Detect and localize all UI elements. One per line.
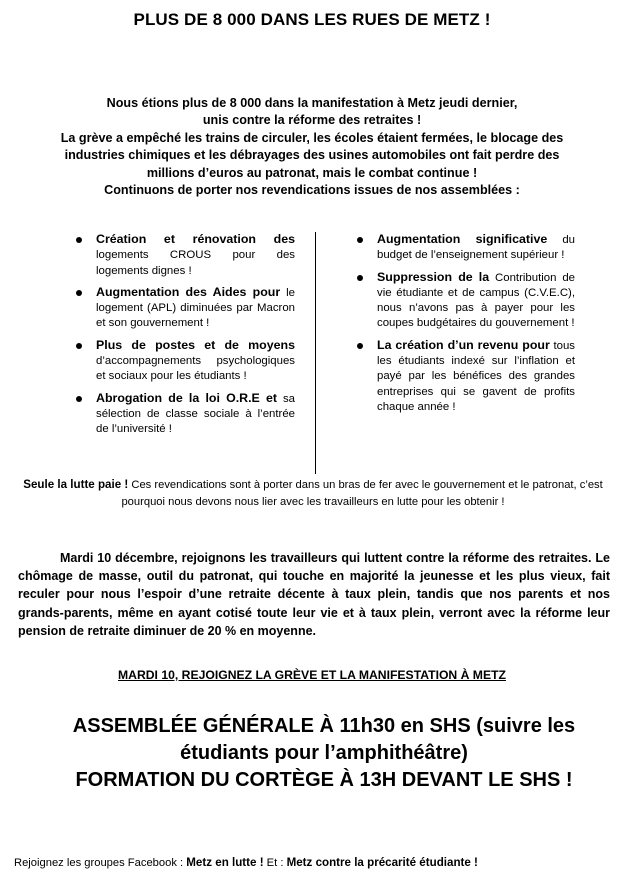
assembly-line-1: ASSEMBLÉE GÉNÉRALE À 11h30 en SHS (suivre les [72, 715, 576, 737]
assembly-line-2: étudiants pour l’amphithéâtre) [180, 742, 468, 764]
demand-text: logements CROUS pour des logements dignes ! [96, 249, 295, 277]
struggle-heading: Seule la lutte paie ! [23, 478, 129, 491]
demand-heading: Plus de postes et de moyens [96, 337, 295, 352]
intro-line-3: Continuons de porter nos revendications issues de nos assemblées : [104, 183, 520, 198]
bullet-icon [76, 237, 82, 243]
list-item [76, 285, 295, 332]
mardi-paragraph: Mardi 10 décembre, rejoignons les travailleurs qui luttent contre la réforme des retraites. Le chômage de masse, outil du patronat, qui touche en majorité la jeunesse et les plus vieux, fait reculer pour nous l’espoir d’une retraite décente à taux plein, tandis que nos parents et nos grands-parents, même en ayant cotisé toute leur vie et à taux plein, verront avec la réforme leur pension de retraite diminuer de 20 % en moyenne. [18, 551, 610, 638]
demand-text: du budget de l’enseignement supérieur ! [377, 234, 575, 262]
page-title: PLUS DE 8 000 DANS LES RUES DE METZ ! [133, 10, 491, 29]
bullet-icon [357, 275, 363, 281]
list-item [76, 391, 295, 438]
list-item [357, 338, 575, 415]
bullet-icon [357, 237, 363, 243]
demands-columns [76, 232, 586, 467]
intro-line-1: Nous étions plus de 8 000 dans la manifestation à Metz jeudi dernier, unis contre la réforme des retraites ! [106, 96, 518, 128]
demand-heading: La création d’un revenu pour [377, 337, 550, 352]
demands-right-list [357, 232, 575, 421]
facebook-group-1: Metz en lutte ! [186, 856, 264, 869]
bullet-icon [76, 290, 82, 296]
assembly-line-3: FORMATION DU CORTÈGE À 13H DEVANT LE SHS ! [75, 769, 573, 791]
mardi-block [18, 549, 610, 640]
demand-heading: Suppression de la [377, 269, 490, 284]
demand-text: Contribution de vie étudiante et de campus (C.V.E.C), nous n’avons pas à payer pour les coupes budgétaires du gouvernement ! [377, 271, 575, 330]
intro-line-2: La grève a empêché les trains de circuler, les écoles étaient fermées, le blocage des industries chimiques et les débrayages des usines automobiles ont fait perdre des millions d’euros au patronat, mais le combat continue ! [60, 130, 564, 180]
intro-block [22, 95, 602, 199]
bullet-icon [357, 343, 363, 349]
demand-heading: Création et rénovation des [96, 232, 295, 246]
demand-text: tous les étudiants indexé sur l’inflation et payé par les bénéfices des grandes entreprises qui se gavent de profits chaque année ! [377, 339, 575, 413]
list-item [357, 270, 575, 332]
demand-heading: Abrogation de la loi O.R.E et [96, 390, 278, 405]
footer-mid: Et : [263, 857, 287, 869]
strike-call: MARDI 10, REJOIGNEZ LA GRÈVE ET LA MANIFESTATION À METZ [118, 668, 506, 682]
footer-prefix: Rejoignez les groupes Facebook : [14, 857, 187, 869]
list-item [76, 232, 295, 279]
demands-left-list [76, 232, 295, 444]
footer [14, 856, 614, 869]
list-item [76, 338, 295, 385]
demand-heading: Augmentation des Aides pour [96, 284, 281, 299]
demand-text: d’accompagnements psychologiques et sociaux pour les étudiants ! [96, 355, 295, 383]
bullet-icon [76, 343, 82, 349]
facebook-group-2: Metz contre la précarité étudiante ! [286, 856, 478, 869]
struggle-paragraph [18, 476, 608, 511]
demand-text: sa sélection de classe sociale à l’entrée de l’université ! [96, 392, 295, 436]
demand-heading: Augmentation significative [377, 232, 548, 246]
struggle-text: Ces revendications sont à porter dans un bras de fer avec le gouvernement et le patronat, c’est pourquoi nous devons nous lier avec les travailleurs en lutte pour les obtenir ! [121, 479, 603, 508]
list-item [357, 232, 575, 264]
column-divider [315, 232, 316, 474]
assembly-block [0, 713, 624, 794]
demand-text: le logement (APL) diminuées par Macron et son gouvernement ! [96, 286, 295, 330]
bullet-icon [76, 396, 82, 402]
